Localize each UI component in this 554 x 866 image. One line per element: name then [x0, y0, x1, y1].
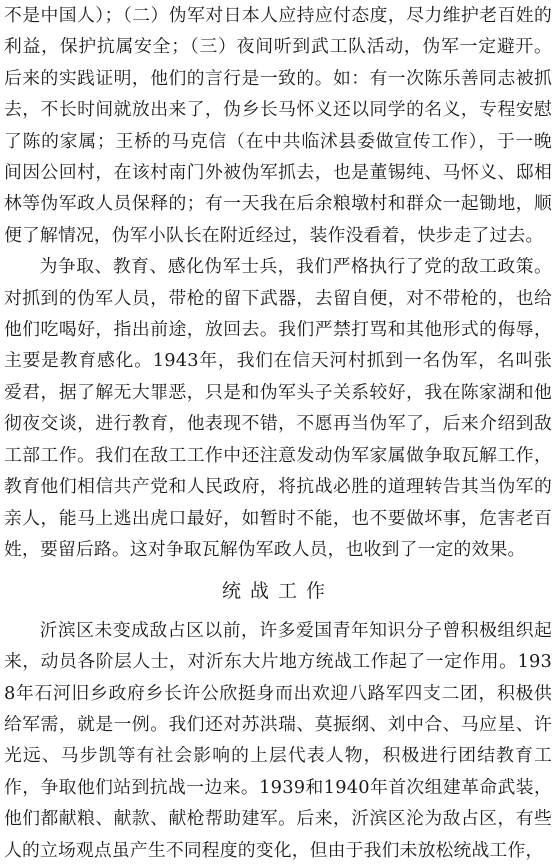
- body-paragraph-3: 沂滨区未变成敌占区以前，许多爱国青年知识分子曾积极组织起来，动员各阶层人士，对沂东大片地方统战工作起了一定作用。1938年石河旧乡政府乡长许公欣挺身而出欢迎八路军四支二团，积极供给军需，就是一例。我们还对苏洪瑞、莫振纲、刘中合、马应星、许光远、马步凯等有社会影响的上层代表人物，积极进行团结教育工作，争取他们站到抗战一边来。1939和1940年首次组建革命武装，他们都献粮、献款、献枪帮助建军。后来，沂滨区沦为敌占区，有些人的立场观点虽产生不同程度的变化，但由于我们未放松统战工作，: [4, 619, 552, 861]
- body-paragraph-2: 为争取、教育、感化伪军士兵，我们严格执行了党的敌工政策。对抓到的伪军人员，带枪的留下武器，去留自便，对不带枪的，也给他们吃喝好，指出前途，放回去。我们严禁打骂和其他形式的侮辱，主要是教育感化。1943年，我们在信天河村抓到一名伪军，名叫张爱君，据了解无大罪恶，只是和伪军头子关系较好，我在陈家湖和他彻夜交谈，进行教育，他表现不错，不愿再当伪军了，后来介绍到敌工部工作。我们在敌工工作中还注意发动伪军家属做争取瓦解工作，教育他们相信共产党和人民政府，将抗战必胜的道理转告其当伪军的亲人，能马上逃出虎口最好，如暂时不能，也不要做坏事，危害老百姓，要留后路。这对争取瓦解伪军政人员，也收到了一定的效果。: [4, 256, 552, 560]
- document-page: [4, 0, 552, 861]
- section-heading: 统战工作: [221, 580, 334, 603]
- body-paragraph-1: 不是中国人）；（二）伪军对日本人应持应付态度，尽力维护老百姓的利益，保护抗属安全；（三）夜间听到武工队活动，伪军一定避开。后来的实践证明，他们的言行是一致的。如：有一次陈乐善同志被抓去，不长时间就放出来了，伪乡长马怀义还以同学的名义，专程安慰了陈的家属；王桥的马克信（在中共临沭县委做宣传工作），于一晚间因公回村，在该村南门外被伪军抓去，也是董锡纯、马怀义、邸相林等伪军政人员保释的；有一天我在后余粮墩村和群众一起锄地，顺便了解情况，伪军小队长在附近经过，装作没看着，快步走了过去。: [4, 5, 552, 246]
